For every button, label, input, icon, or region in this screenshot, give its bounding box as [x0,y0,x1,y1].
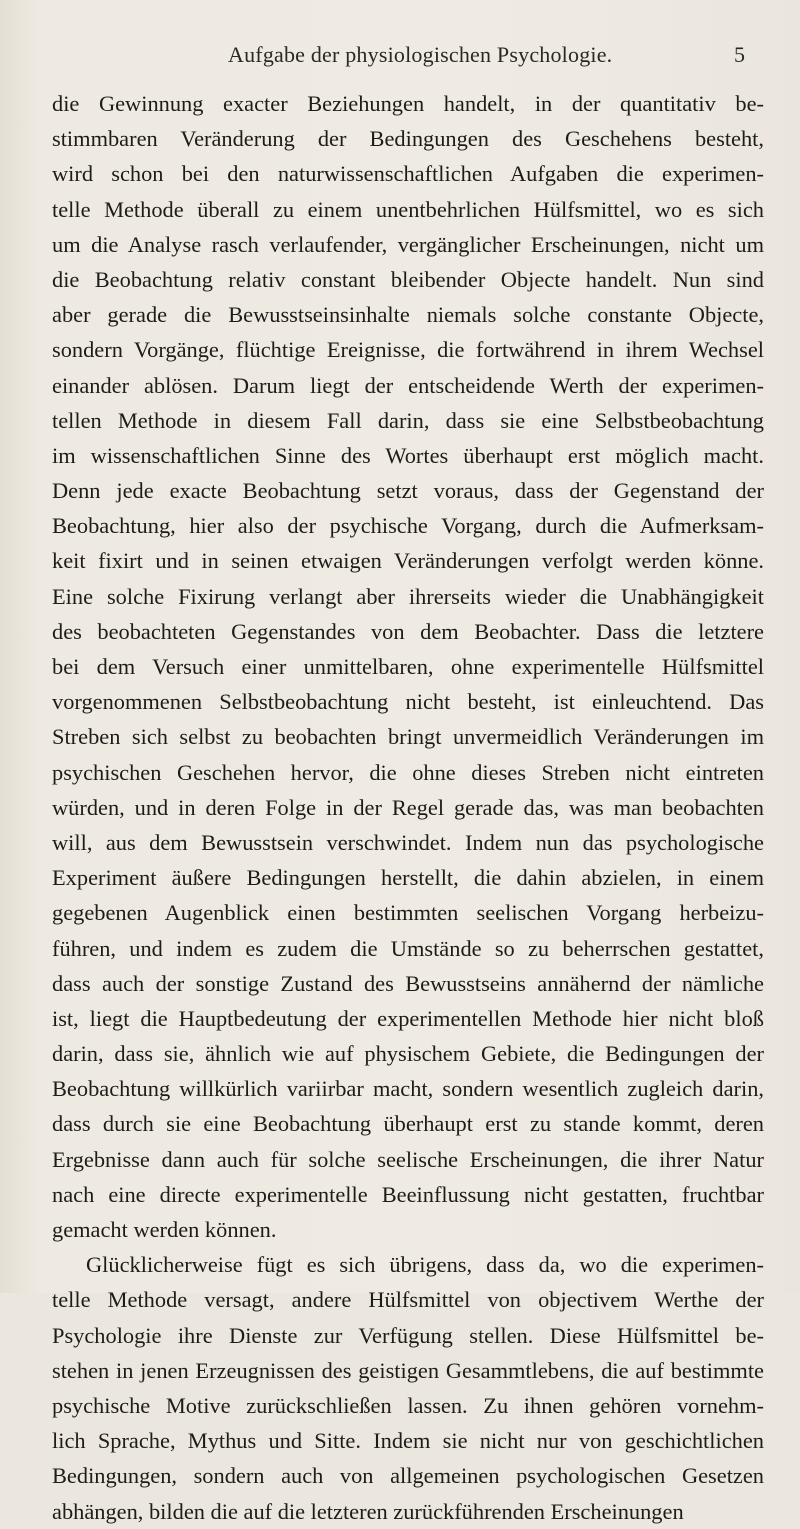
text-line: wird schon bei den naturwissenschaftlichen Aufgaben die experimen- [52,161,764,187]
text-line: will, aus dem Bewusstsein verschwindet. Indem nun das psychologische [52,829,764,855]
text-line: gemacht werden können. [52,1217,277,1242]
text-line: Glücklicherweise fügt es sich übrigens, dass da, wo die experimen- [86,1252,764,1278]
text-line: psychische Motive zurückschließen lassen. Zu ihnen gehören vornehm- [52,1392,764,1418]
text-line: Experiment äußere Bedingungen herstellt, die dahin abzielen, in einem [52,865,764,891]
text-line: telle Methode überall zu einem unentbehrlichen Hülfsmittel, wo es sich [52,196,764,222]
running-title: Aufgabe der physiologischen Psychologie. [228,42,613,67]
text-line: lich Sprache, Mythus und Sitte. Indem sie nicht nur von geschichtlichen [52,1428,764,1454]
text-line: um die Analyse rasch verlaufender, vergänglicher Erscheinungen, nicht um [52,231,764,257]
text-line: sondern Vorgänge, flüchtige Ereignisse, die fortwährend in ihrem Wechsel [52,337,764,363]
text-line: bei dem Versuch einer unmittelbaren, ohne experimentelle Hülfsmittel [52,654,764,679]
text-line: stimmbaren Veränderung der Bedingungen des Geschehens besteht, [52,126,764,152]
text-line: abhängen, bilden die auf die letzteren zurückführenden Erscheinungen [52,1498,684,1524]
text-line: keit fixirt und in seinen etwaigen Veränderungen verfolgt werden könne. [52,548,764,574]
text-line: telle Methode versagt, andere Hülfsmittel von objectivem Werthe der [52,1287,764,1313]
running-header [0,42,800,72]
text-line: tellen Methode in diesem Fall darin, dass sie eine Selbstbeobachtung [52,407,764,433]
text-line: gegebenen Augenblick einen bestimmten seelischen Vorgang herbeizu- [52,900,764,926]
text-line: Eine solche Fixirung verlangt aber ihrerseits wieder die Unabhängigkeit [52,583,764,609]
text-line: einander ablösen. Darum liegt der entscheidende Werth der experimen- [52,372,764,398]
text-line: im wissenschaftlichen Sinne des Wortes überhaupt erst möglich macht. [52,442,764,468]
text-line: darin, dass sie, ähnlich wie auf physischem Gebiete, die Bedingungen der [52,1041,764,1067]
text-line: nach eine directe experimentelle Beeinflussung nicht gestatten, fruchtbar [52,1181,764,1207]
text-line: die Beobachtung relativ constant bleibender Objecte handelt. Nun sind [52,266,764,292]
text-line: dass auch der sonstige Zustand des Bewusstseins annähernd der nämliche [52,970,764,996]
page-number: 5 [734,42,745,67]
text-line: psychischen Geschehen hervor, die ohne dieses Streben nicht eintreten [52,759,764,785]
text-line: Beobachtung willkürlich variirbar macht, sondern wesentlich zugleich darin, [52,1076,764,1102]
text-line: Streben sich selbst zu beobachten bringt unvermeidlich Veränderungen im [52,724,764,750]
text-line: dass durch sie eine Beobachtung überhaupt erst zu stande kommt, deren [52,1111,764,1137]
text-line: des beobachteten Gegenstandes von dem Beobachter. Dass die letztere [52,618,764,644]
text-line: die Gewinnung exacter Beziehungen handelt, in der quantitativ be- [52,91,764,116]
text-line: Bedingungen, sondern auch von allgemeinen psychologischen Gesetzen [52,1463,764,1489]
text-line: Psychologie ihre Dienste zur Verfügung stellen. Diese Hülfsmittel be- [52,1322,764,1348]
text-line: führen, und indem es zudem die Umstände so zu beherrschen gestattet, [52,935,764,961]
text-line: ist, liegt die Hauptbedeutung der experimentellen Methode hier nicht bloß [52,1005,764,1031]
text-line: vorgenommenen Selbstbeobachtung nicht besteht, ist einleuchtend. Das [52,689,764,715]
text-line: Beobachtung, hier also der psychische Vorgang, durch die Aufmerksam- [52,513,764,539]
text-line: Denn jede exacte Beobachtung setzt voraus, dass der Gegenstand der [52,478,764,504]
body-text [52,86,764,1529]
text-line: aber gerade die Bewusstseinsinhalte niemals solche constante Objecte, [52,302,764,328]
text-line: stehen in jenen Erzeugnissen des geistigen Gesammtlebens, die auf bestimmte [52,1357,764,1383]
text-line: würden, und in deren Folge in der Regel gerade das, was man beobachten [52,794,764,820]
text-line: Ergebnisse dann auch für solche seelische Erscheinungen, die ihrer Natur [52,1146,764,1172]
